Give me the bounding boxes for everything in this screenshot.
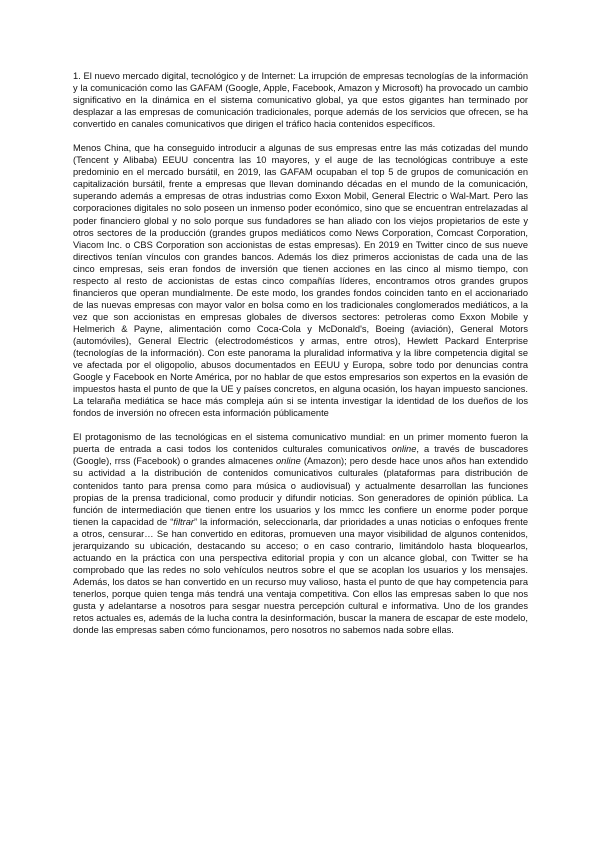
paragraph-text: (Amazon); pero desde hace unos años han extendido su actividad a la distribución de contenidos comunicativos culturales (plataformas para distribución de contenidos tanto para prensa como para música o audiovisual) y actualmente desarrollan las funciones propias de la prensa tradicional, como producir y difundir noticias. Son generadores de opinión pública. La función de intermediación que tienen entre los usuarios y los mmcc les confiere un enorme poder porque tienen la capacidad de “	[73, 456, 528, 527]
paragraph-text: El protagonismo de las tecnológicas en el sistema comunicativo mundial: en un primer momento fueron la puerta de entrada a casi todos los contenidos culturales comunicativos	[73, 432, 528, 455]
italic-term: filtrar	[173, 516, 194, 527]
document-page	[73, 70, 528, 636]
paragraph-market-ownership	[73, 142, 528, 419]
paragraph-text: Menos China, que ha conseguido introducir a algunas de sus empresas entre las más cotizadas del mundo (Tencent y Alibaba) EEUU concentra las 10 mayores, y el auge de las tecnológicas contribuye a este predominio en el mercado bursátil, en 2019, las GAFAM ocupaban el top 5 de grupos de comunicación en capitalización bursátil, frente a empresas que llevan dominando décadas en el mundo de la comunicación, superando además a empresas de otras industrias como Exxon Mobil, General Electric o Wal-Mart. Pero las corporaciones digitales no solo poseen un inmenso poder económico, sino que se encuentran entrelazadas al poder financiero global y no solo porque sus fundadores se han aliado con los viejos propietarios de este y otros sectores de la producción (grandes grupos mediáticos como News Corporation, Comcast Corporation, Viacom Inc. o CBS Corporation son accionistas de estas empresas). En 2019 en Twitter cinco de sus nueve directivos tenían vínculos con grandes bancos. Además los diez primeros accionistas de cada una de las cinco empresas, seis eran fondos de inversión que tienen acciones en las cinco al mismo tiempo, con respecto al resto de accionistas de estas cinco compañías líderes, encontramos otros grandes grupos financieros que operan mundialmente. De este modo, los grandes fondos coinciden tanto en el accionariado de las nuevas empresas con mayor valor en bolsa como en los tradicionales conglomerados mediáticos, a la vez que son accionistas en empresas globales de diversos sectores: petroleras como Exxon Mobile y Helmerich & Payne, alimentación como Coca-Cola y McDonald's, Boeing (aviación), General Motors (automóviles), General Electric (electrodomésticos y armas, entre otros), Hewlett Packard Enterprise (tecnologías de la información). Con este panorama la pluralidad informativa y la libre competencia digital se ve afectada por el oligopolio, abusos documentados en EEUU y Europa, sobre todo por denuncias contra Google y Facebook en Norte América, por no hablar de que estos empresarios son expertos en la evasión de impuestos hasta el punto de que la UE y países concretos, en alguna ocasión, los hayan impuesto sanciones. La telaraña mediática se hace más compleja aún si se intenta investigar la identidad de los dueños de los fondos de inversión no ofrecen esta información públicamente	[73, 143, 528, 419]
italic-term: online	[391, 444, 417, 455]
paragraph-text: ” la información, seleccionarla, dar prioridades a unas noticias o enfoques frente a otros, censurar… Se han convertido en editoras, promueven una mayor visibilidad de algunos contenidos, jerarquizando su ubicación, destacando su acceso; o en caso contrario, limitándolo hasta bloquearlos, actuando en la práctica con una perspectiva editorial propia y con un alcance global, con Twitter se ha comprobado que las redes no solo vehículos neutros sobre el que se acoplan los usuarios y los mensajes. Además, los datos se han convertido en un recurso muy valioso, hasta el punto de que hay competencia para tenerlos, porque quien tenga más tendrá una ventaja competitiva. Con ellos las empresas saben lo que nos gusta y adelantarse a nosotros para sesgar nuestra percepción cultural e informativa. Uno de los grandes retos actuales es, además de la lucha contra la desinformación, buscar la manera de escapar de este modelo, donde las empresas saben cómo funcionamos, pero nosotros no sabemos nada sobre ellas.	[73, 516, 528, 636]
italic-term: online	[276, 456, 301, 467]
paragraph-tech-protagonism	[73, 431, 528, 636]
paragraph-gafam-intro	[73, 70, 528, 130]
paragraph-text: 1. El nuevo mercado digital, tecnológico y de Internet: La irrupción de empresas tecnologías de la información y la comunicación como las GAFAM (Google, Apple, Facebook, Amazon y Microsoft) ha provocado un cambio significativo en la dinámica en el sistema comunicativo global, ya que estos gigantes han terminado por desplazar a las empresas de comunicación tradicionales, porque además de los servicios que ofrecen, se ha convertido en canales comunicativos que dirigen el tráfico hacia contenidos específicos.	[73, 71, 528, 130]
paragraph-text: , a través de buscadores (Google), rrss (Facebook) o grandes almacenes	[73, 444, 528, 467]
